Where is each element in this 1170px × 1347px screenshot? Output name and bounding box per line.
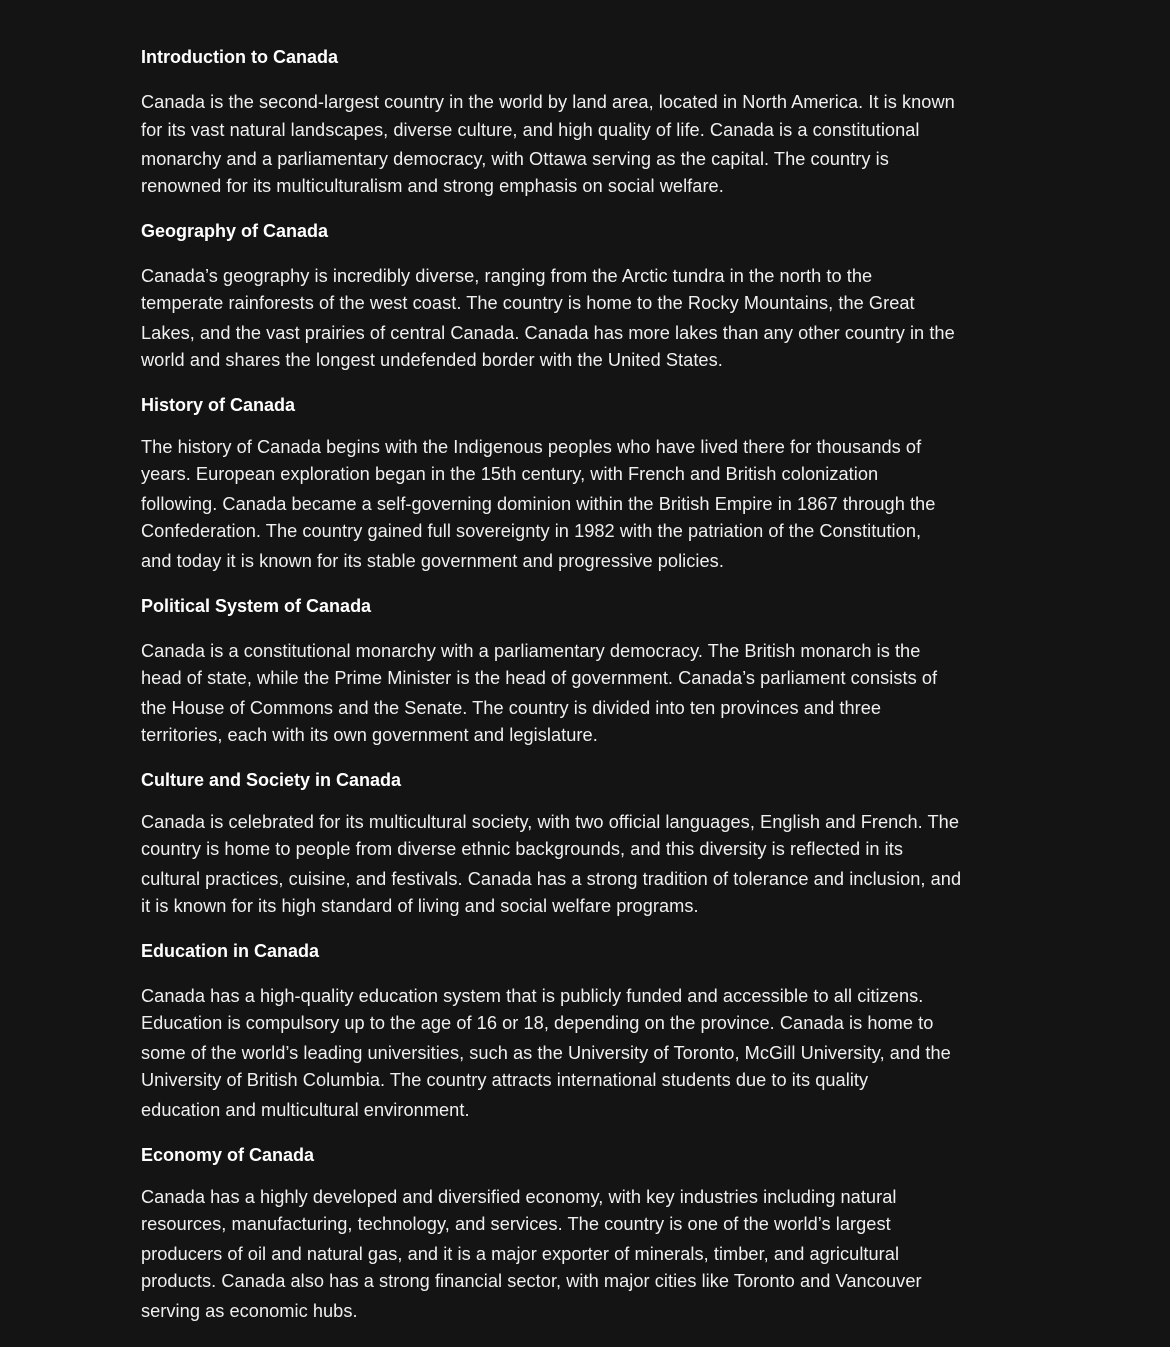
paragraph-line: Canada’s geography is incredibly diverse, ranging from the Arctic tundra in the north to the	[141, 266, 873, 286]
paragraph-line: products. Canada also has a strong financial sector, with major cities like Toronto and Vancouver	[141, 1271, 922, 1291]
paragraph-line: monarchy and a parliamentary democracy, with Ottawa serving as the capital. The country is	[141, 149, 889, 169]
paragraph-line: Canada has a highly developed and diversified economy, with key industries including natural	[141, 1187, 897, 1207]
section-heading: Geography of Canada	[141, 221, 329, 241]
paragraph-line: education and multicultural environment.	[141, 1100, 470, 1120]
paragraph-line: territories, each with its own government and legislature.	[141, 725, 598, 745]
paragraph-line: serving as economic hubs.	[141, 1301, 358, 1321]
paragraph-line: producers of oil and natural gas, and it is a major exporter of minerals, timber, and agricultural	[141, 1244, 900, 1264]
paragraph-line: cultural practices, cuisine, and festivals. Canada has a strong tradition of tolerance and inclusion, and	[141, 869, 962, 889]
paragraph-line: Canada is a constitutional monarchy with a parliamentary democracy. The British monarch is the	[141, 641, 921, 661]
paragraph-line: Canada is the second-largest country in the world by land area, located in North America. It is known	[141, 92, 955, 112]
paragraph-line: Lakes, and the vast prairies of central Canada. Canada has more lakes than any other country in the	[141, 323, 955, 343]
section-heading: Education in Canada	[141, 941, 320, 961]
paragraph-line: Canada is celebrated for its multicultural society, with two official languages, English and French. The	[141, 812, 959, 832]
section-heading: Culture and Society in Canada	[141, 770, 402, 790]
paragraph-line: the House of Commons and the Senate. The country is divided into ten provinces and three	[141, 698, 882, 718]
paragraph-line: University of British Columbia. The country attracts international students due to its quality	[141, 1070, 869, 1090]
paragraph-line: following. Canada became a self-governing dominion within the British Empire in 1867 through the	[141, 494, 936, 514]
section-heading: History of Canada	[141, 395, 296, 415]
paragraph-line: head of state, while the Prime Minister is the head of government. Canada’s parliament consists of	[141, 668, 938, 688]
paragraph-line: and today it is known for its stable government and progressive policies.	[141, 551, 724, 571]
paragraph-line: resources, manufacturing, technology, and services. The country is one of the world’s largest	[141, 1214, 891, 1234]
paragraph-line: Canada has a high-quality education system that is publicly funded and accessible to all citizens.	[141, 986, 924, 1006]
paragraph-line: for its vast natural landscapes, diverse culture, and high quality of life. Canada is a constitutional	[141, 120, 920, 140]
section-heading: Economy of Canada	[141, 1145, 315, 1165]
section-heading: Political System of Canada	[141, 596, 372, 616]
paragraph-line: temperate rainforests of the west coast. The country is home to the Rocky Mountains, the Great	[141, 293, 915, 313]
paragraph-line: some of the world’s leading universities, such as the University of Toronto, McGill University, and the	[141, 1043, 951, 1063]
section-heading: Introduction to Canada	[141, 47, 338, 67]
paragraph-line: years. European exploration began in the 15th century, with French and British colonization	[141, 464, 879, 484]
paragraph-line: Confederation. The country gained full sovereignty in 1982 with the patriation of the Constitution,	[141, 521, 922, 541]
paragraph-line: it is known for its high standard of living and social welfare programs.	[141, 896, 699, 916]
paragraph-line: world and shares the longest undefended border with the United States.	[141, 350, 723, 370]
paragraph-line: renowned for its multiculturalism and strong emphasis on social welfare.	[141, 176, 724, 196]
paragraph-line: Education is compulsory up to the age of 16 or 18, depending on the province. Canada is home to	[141, 1013, 934, 1033]
paragraph-line: The history of Canada begins with the Indigenous peoples who have lived there for thousands of	[141, 437, 922, 457]
paragraph-line: country is home to people from diverse ethnic backgrounds, and this diversity is reflected in its	[141, 839, 904, 859]
